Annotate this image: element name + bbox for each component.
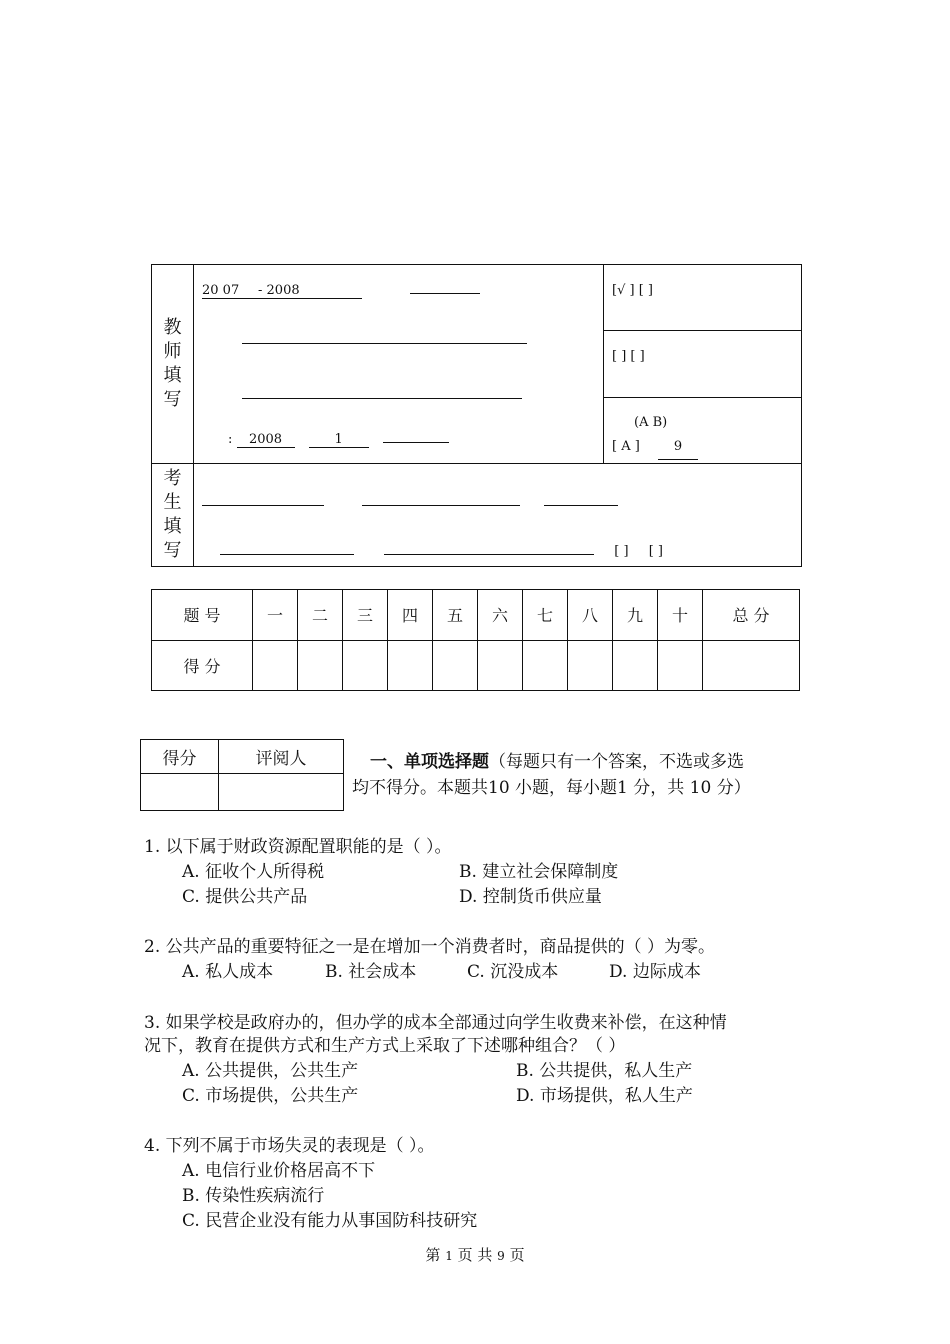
score-cell[interactable] bbox=[658, 640, 703, 691]
title-char bbox=[491, 188, 521, 222]
title-char bbox=[710, 188, 740, 222]
question-4-stem: 4. 下列不属于市场失灵的表现是（ ）。 bbox=[144, 1136, 435, 1156]
score-cell[interactable] bbox=[433, 640, 478, 691]
divider bbox=[603, 265, 604, 463]
page-footer: 第 1 页 共 9 页 bbox=[425, 1246, 525, 1264]
option: D. 边际成本 bbox=[609, 962, 701, 982]
section-score-cell[interactable] bbox=[141, 774, 219, 811]
score-cell[interactable] bbox=[478, 640, 523, 691]
divider bbox=[603, 330, 801, 331]
teacher-fill-label: 教 师 填 写 bbox=[152, 265, 194, 463]
option: B. 公共提供，私人生产 bbox=[516, 1061, 693, 1081]
option: C. 提供公共产品 bbox=[182, 887, 308, 907]
exam-info-table bbox=[151, 264, 802, 567]
col-header: 五 bbox=[433, 590, 478, 641]
title-char bbox=[273, 188, 303, 222]
class-row bbox=[202, 383, 522, 399]
score-cell[interactable] bbox=[568, 640, 613, 691]
reviewer-header: 评阅人 bbox=[219, 740, 344, 774]
exam-title bbox=[200, 188, 740, 222]
paper-type-box: (A B) [ A ] 9 bbox=[612, 411, 698, 460]
title-char bbox=[637, 188, 667, 222]
score-cell[interactable] bbox=[388, 640, 433, 691]
academic-year-row: 20 07 - 2008 bbox=[202, 283, 480, 299]
student-fill-label: 考 生 填 写 bbox=[152, 464, 194, 566]
section-heading: 一、单项选择题（每题只有一个答案，不选或多选 均不得分。本题共10 小题，每小题1 分，共 10 分） bbox=[352, 752, 751, 798]
row-label-score: 得 分 bbox=[152, 640, 253, 691]
col-header: 九 bbox=[613, 590, 658, 641]
option: B. 社会成本 bbox=[325, 962, 417, 982]
row-label-question: 题 号 bbox=[152, 590, 253, 641]
title-char bbox=[419, 188, 449, 222]
total-cell[interactable] bbox=[703, 640, 800, 691]
reviewer-cell[interactable] bbox=[219, 774, 344, 811]
student-row-2: [ ] [ ] bbox=[202, 544, 663, 559]
option: C. 民营企业没有能力从事国防科技研究 bbox=[182, 1211, 478, 1231]
divider bbox=[603, 397, 801, 398]
option: C. 市场提供，公共生产 bbox=[182, 1086, 359, 1106]
exam-date-row: : 2008 1 bbox=[202, 432, 449, 448]
title-char bbox=[564, 188, 594, 222]
question-3-stem: 3. 如果学校是政府办的，但办学的成本全部通过向学生收费来补偿，在这种情 bbox=[144, 1013, 727, 1033]
score-cell[interactable] bbox=[523, 640, 568, 691]
question-stem: 1. 以下属于财政资源配置职能的是（ ）。 bbox=[144, 837, 452, 857]
question-3-stem: 况下，教育在提供方式和生产方式上采取了下述哪种组合？（ ） bbox=[144, 1036, 626, 1056]
col-header: 十 bbox=[658, 590, 703, 641]
grader-table bbox=[140, 739, 344, 811]
col-header: 三 bbox=[343, 590, 388, 641]
option: A. 公共提供，公共生产 bbox=[182, 1061, 359, 1081]
total-header: 总 分 bbox=[703, 590, 800, 641]
option: A. 电信行业价格居高不下 bbox=[182, 1161, 376, 1181]
option: A. 私人成本 bbox=[182, 962, 274, 982]
option: D. 市场提供，私人生产 bbox=[516, 1086, 693, 1106]
option: B. 传染性疾病流行 bbox=[182, 1186, 325, 1206]
col-header: 六 bbox=[478, 590, 523, 641]
option: A. 征收个人所得税 bbox=[182, 862, 325, 882]
score-cell[interactable] bbox=[343, 640, 388, 691]
score-cell[interactable] bbox=[298, 640, 343, 691]
col-header: 八 bbox=[568, 590, 613, 641]
score-table bbox=[151, 589, 800, 691]
option: B. 建立社会保障制度 bbox=[459, 862, 619, 882]
title-char bbox=[346, 188, 376, 222]
col-header: 二 bbox=[298, 590, 343, 641]
course-row bbox=[202, 333, 527, 348]
col-header: 四 bbox=[388, 590, 433, 641]
exam-format-box: [ ] [ ] bbox=[612, 349, 645, 364]
exam-type-box: [√ ] [ ] bbox=[612, 283, 653, 298]
score-header: 得分 bbox=[141, 740, 219, 774]
question-1 bbox=[144, 835, 452, 860]
option: D. 控制货币供应量 bbox=[459, 887, 602, 907]
score-cell[interactable] bbox=[253, 640, 298, 691]
score-cell[interactable] bbox=[613, 640, 658, 691]
question-2-stem: 2. 公共产品的重要特征之一是在增加一个消费者时，商品提供的（ ）为零。 bbox=[144, 937, 716, 957]
col-header: 七 bbox=[523, 590, 568, 641]
title-char bbox=[200, 188, 230, 222]
option: C. 沉没成本 bbox=[467, 962, 559, 982]
col-header: 一 bbox=[253, 590, 298, 641]
divider bbox=[152, 463, 801, 464]
student-row-1 bbox=[202, 495, 618, 510]
